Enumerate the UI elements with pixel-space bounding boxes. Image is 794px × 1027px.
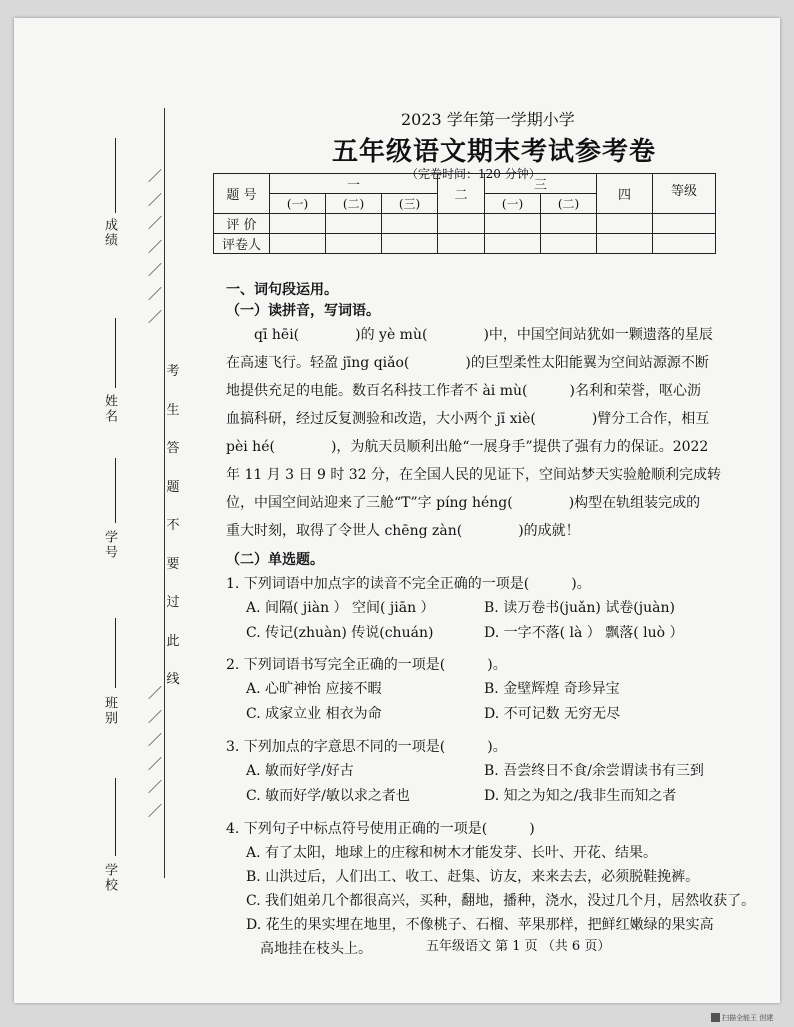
question-2: 2. 下列词语书写完全正确的一项是( )。 (226, 657, 507, 673)
section-1-title: 一、词句段运用。 (226, 282, 338, 298)
score-table (213, 173, 716, 254)
passage-line: pèi hé( )，为航天员顺利出舱“一展身手”提供了强有力的保证。2022 (226, 439, 709, 455)
passage-line: 位，中国空间站迎来了三舱“T”字 píng héng( )构型在轨组装完成的 (226, 495, 701, 511)
q2-option-a: A. 心旷神怡 应接不暇 (246, 681, 382, 697)
q2-option-b: B. 金壁辉煌 奇珍异宝 (484, 681, 620, 697)
q1-option-d: D. 一字不落( là ） 飘落( luò ） (484, 625, 684, 641)
q1-option-b: B. 读万卷书(juǎn) 试卷(juàn) (484, 600, 675, 616)
question-1: 1. 下列词语中加点字的读音不完全正确的一项是( )。 (226, 576, 591, 592)
q3-option-a: A. 敏而好学/好古 (246, 763, 354, 779)
row-label-eval: 评 价 (214, 214, 270, 234)
binding-margin (14, 18, 206, 1003)
sub-col-1: (一) (270, 194, 326, 214)
name-blank (115, 318, 116, 388)
col-grade: 等级 (653, 174, 716, 214)
passage-line: 血搞科研，经过反复测验和改造，大小两个 jī xiè( )臂分工合作，相互 (226, 411, 710, 427)
col-two: 二 (438, 174, 485, 214)
passage-line: 地提供充足的电能。数百名科技工作者不 ài mù( )名利和荣誉，呕心沥 (226, 383, 701, 399)
q2-option-d: D. 不可记数 无穷无尽 (484, 706, 621, 722)
q4-option-b: B. 山洪过后，人们出工、收工、赶集、访友，来来去去，必须脱鞋挽裤。 (246, 869, 700, 885)
q4-option-c: C. 我们姐弟几个都很高兴，买种，翻地，播种，浇水，没过几个月，居然收获了。 (246, 893, 756, 909)
q2-option-c: C. 成家立业 相衣为命 (246, 706, 382, 722)
passage-line: 重大时刻，取得了令世人 chēng zàn( )的成就！ (226, 523, 580, 539)
school-blank (115, 778, 116, 856)
name-label: 姓名 (102, 394, 117, 424)
class-label: 班别 (102, 696, 117, 726)
slash-marks-bottom: ／ ／ ／ ／ ／ ／ (148, 686, 162, 820)
passage-line: 在高速飞行。轻盈 jīng qiǎo( )的巨型柔性太阳能翼为空间站源源不断 (226, 355, 709, 371)
sub-col-5: (二) (541, 194, 597, 214)
q1-option-a: A. 间隔( jiàn ） 空间( jiān ） (246, 600, 435, 616)
student-no-blank (115, 458, 116, 523)
sub-col-3: (三) (382, 194, 438, 214)
school-label: 学校 (102, 863, 117, 893)
passage-line: qī hēi( )的 yè mù( )中，中国空间站犹如一颗遗落的星辰 (226, 327, 713, 343)
q4-option-a: A. 有了太阳，地球上的庄稼和树木才能发芽、长叶、开花、结果。 (246, 845, 658, 861)
scanner-logo-icon (711, 1013, 720, 1022)
class-blank (115, 618, 116, 688)
row-label-question: 题 号 (214, 174, 270, 214)
sub-col-4: (一) (485, 194, 541, 214)
exam-sheet (14, 18, 780, 1003)
question-3: 3. 下列加点的字意思不同的一项是( )。 (226, 739, 507, 755)
q3-option-d: D. 知之为知之/我非生而知之者 (484, 788, 677, 804)
part-2-title: （二）单选题。 (226, 552, 324, 568)
exam-duration: （完卷时间：120 分钟） (406, 167, 541, 181)
q4-option-d: D. 花生的果实埋在地里，不像桃子、石榴、苹果那样，把鲜红嫩绿的果实高 (246, 917, 714, 933)
page-footer: 五年级语文 第 1 页 （共 6 页） (426, 939, 611, 954)
score-blank (115, 138, 116, 213)
exam-term: 2023 学年第一学期小学 (401, 110, 575, 129)
part-1-title: （一）读拼音，写词语。 (226, 303, 380, 319)
exam-title: 五年级语文期末考试参考卷 (332, 137, 657, 167)
q3-option-c: C. 敏而好学/敏以求之者也 (246, 788, 410, 804)
q3-option-b: B. 吾尝终日不食/余尝谓读书有三到 (484, 763, 704, 779)
scanner-watermark: 扫描全能王 创建 (722, 1014, 774, 1022)
col-three: 三 (485, 174, 597, 194)
passage-line: 年 11 月 3 日 9 时 32 分，在全国人民的见证下，空间站梦天实验舱顺利完成转 (226, 467, 722, 483)
row-label-grader: 评卷人 (214, 234, 270, 254)
question-4: 4. 下列句子中标点符号使用正确的一项是( ) (226, 821, 535, 837)
slash-marks-top: ／ ／ ／ ／ ／ ／ ／ (148, 169, 162, 326)
sub-col-2: (二) (326, 194, 382, 214)
q4-option-d-cont: 高地挂在枝头上。 (260, 941, 372, 957)
student-no-label: 学号 (102, 530, 117, 560)
col-four: 四 (597, 174, 653, 214)
score-label: 成绩 (102, 218, 117, 248)
do-not-write-notice: 考 生 答 题 不 要 过 此 线 (166, 364, 180, 687)
q1-option-c: C. 传记(zhuàn) 传说(chuán) (246, 625, 434, 641)
col-one: 一 (270, 174, 438, 194)
